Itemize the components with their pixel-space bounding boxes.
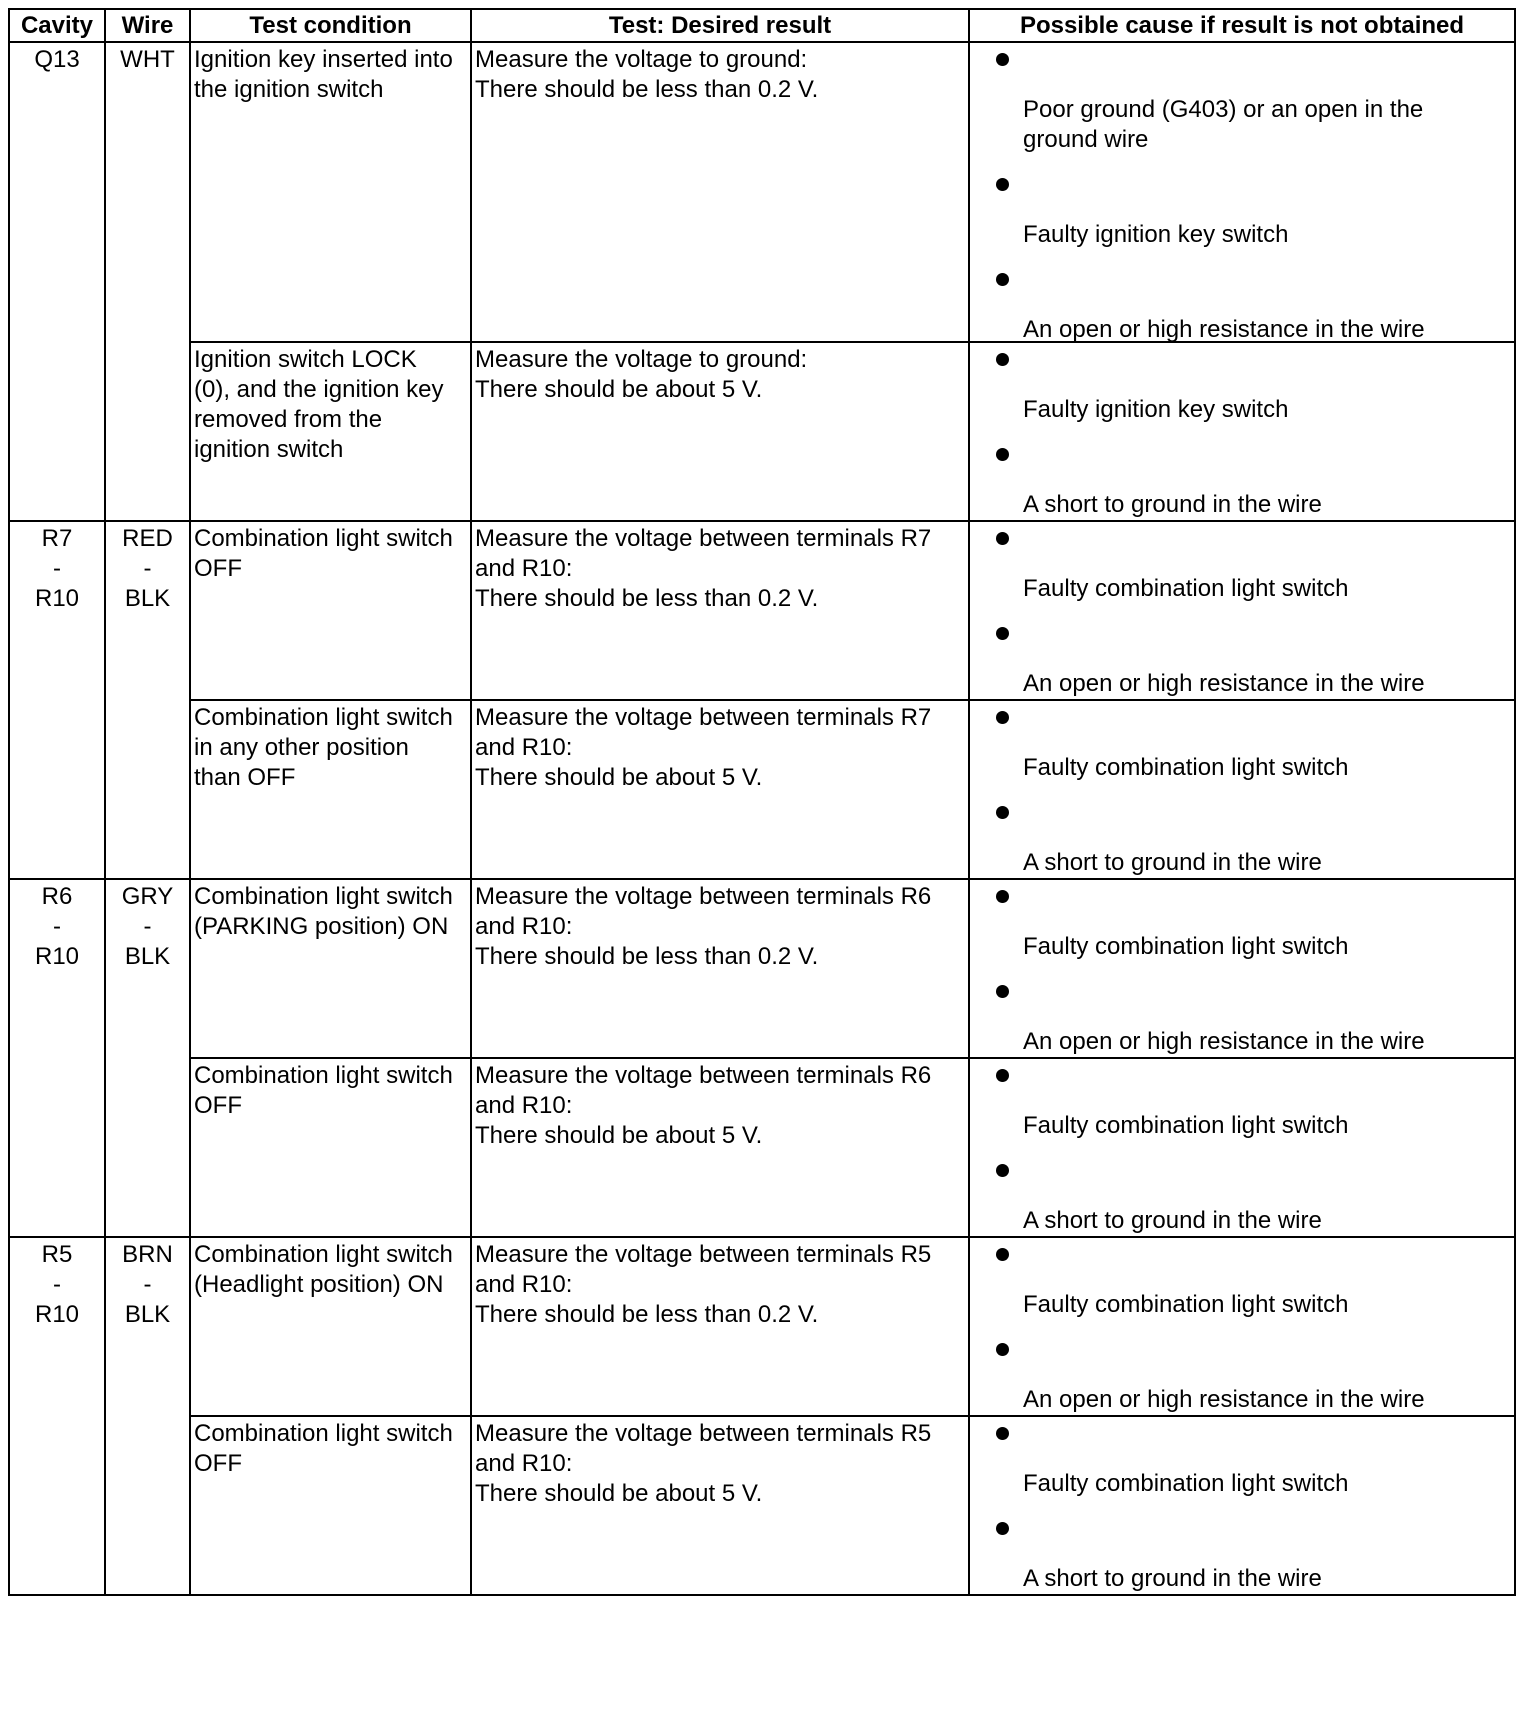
header-row [9, 9, 1515, 42]
table-row [9, 342, 1515, 521]
bullet-icon [996, 890, 1009, 903]
wire-line: BLK [124, 943, 171, 970]
test-condition-line: Ignition switch LOCK [194, 346, 417, 373]
test-condition-line: in any other position [194, 734, 409, 761]
test-condition-cell [190, 700, 471, 879]
cause-item [1023, 95, 1510, 155]
test-condition-line: OFF [194, 1450, 242, 1477]
table-row [9, 700, 1515, 879]
wire-line: RED [122, 525, 173, 552]
test-condition-line: Combination light switch [194, 1062, 453, 1089]
wire-line: GRY [121, 883, 174, 910]
cavity-line: R7 [41, 525, 73, 552]
test-condition-line: Combination light switch [194, 1241, 453, 1268]
cause-line: An open or high resistance in the wire [1023, 1386, 1425, 1413]
desired-result-line: There should be about 5 V. [475, 376, 763, 403]
cause-item [1023, 1027, 1510, 1057]
desired-result-cell [471, 1416, 969, 1595]
cavity-line: - [53, 1271, 61, 1298]
test-condition-line: Combination light switch [194, 704, 453, 731]
cause-line: Faulty combination light switch [1023, 575, 1349, 602]
cause-line: A short to ground in the wire [1023, 849, 1322, 876]
bullet-icon [996, 985, 1009, 998]
cause-line: An open or high resistance in the wire [1023, 316, 1425, 343]
test-condition-line: Ignition key inserted into [194, 46, 453, 73]
cause-item [1023, 1469, 1510, 1499]
cause-line: A short to ground in the wire [1023, 1565, 1322, 1592]
desired-result-cell [471, 879, 969, 1058]
cause-item [1023, 848, 1510, 878]
desired-result-line: Measure the voltage between terminals R7 [475, 704, 932, 731]
test-condition-line: (PARKING position) ON [194, 913, 449, 940]
cause-list [970, 1059, 1514, 1234]
possible-cause-cell [969, 700, 1515, 879]
test-condition-line: Combination light switch [194, 883, 453, 910]
cavity-line: R6 [41, 883, 73, 910]
cause-item [1023, 490, 1510, 520]
desired-result-line: and R10: [475, 1450, 573, 1477]
cause-list [970, 880, 1514, 1055]
table-row [9, 1237, 1515, 1416]
test-condition-cell [190, 521, 471, 700]
cause-item [1023, 574, 1510, 604]
test-condition-cell [190, 42, 471, 342]
wire-line: WHT [120, 46, 175, 73]
test-condition-line: Combination light switch [194, 525, 453, 552]
desired-result-line: and R10: [475, 1271, 573, 1298]
wire-line: BRN [122, 1241, 173, 1268]
cause-line: Poor ground (G403) or an open in the [1023, 96, 1424, 123]
cause-line: A short to ground in the wire [1023, 1207, 1322, 1234]
cause-line: Faulty combination light switch [1023, 1112, 1349, 1139]
table-row [9, 879, 1515, 1058]
cavity-cell [9, 42, 105, 521]
wire-cell [105, 521, 190, 879]
test-condition-line: (0), and the ignition key [194, 376, 444, 403]
bullet-icon [996, 1069, 1009, 1082]
bullet-icon [996, 273, 1009, 286]
cause-line: A short to ground in the wire [1023, 491, 1322, 518]
desired-result-line: There should be about 5 V. [475, 1480, 763, 1507]
cause-item [1023, 220, 1510, 250]
bullet-icon [996, 806, 1009, 819]
bullet-icon [996, 1164, 1009, 1177]
desired-result-line: There should be about 5 V. [475, 1122, 763, 1149]
test-condition-cell [190, 342, 471, 521]
wire-line: - [143, 555, 152, 582]
cavity-line: - [53, 913, 61, 940]
cavity-line: - [53, 555, 61, 582]
bullet-icon [996, 711, 1009, 724]
desired-result-cell [471, 1058, 969, 1237]
test-condition-cell [190, 879, 471, 1058]
desired-result-line: and R10: [475, 555, 573, 582]
cause-list [970, 701, 1514, 876]
possible-cause-cell [969, 1058, 1515, 1237]
desired-result-cell [471, 521, 969, 700]
cause-item [1023, 1111, 1510, 1141]
desired-result-line: Measure the voltage to ground: [475, 46, 808, 73]
possible-cause-cell [969, 1237, 1515, 1416]
desired-result-line: There should be about 5 V. [475, 764, 763, 791]
cause-line: Faulty combination light switch [1023, 1470, 1349, 1497]
test-condition-line: Combination light switch [194, 1420, 453, 1447]
possible-cause-cell [969, 879, 1515, 1058]
cause-item [1023, 669, 1510, 699]
desired-result-line: and R10: [475, 913, 573, 940]
cavity-line: R10 [34, 585, 80, 612]
header-desired-result: Test: Desired result [471, 9, 969, 42]
cause-item [1023, 1564, 1510, 1594]
bullet-icon [996, 448, 1009, 461]
bullet-icon [996, 1522, 1009, 1535]
bullet-icon [996, 627, 1009, 640]
table-row [9, 521, 1515, 700]
cause-list [970, 1417, 1514, 1592]
cavity-line: Q13 [34, 46, 80, 73]
bullet-icon [996, 532, 1009, 545]
test-condition-cell [190, 1058, 471, 1237]
cause-line: Faulty combination light switch [1023, 933, 1349, 960]
cause-item [1023, 1290, 1510, 1320]
wire-line: BLK [124, 585, 171, 612]
cause-line: Faulty combination light switch [1023, 1291, 1349, 1318]
possible-cause-cell [969, 521, 1515, 700]
bullet-icon [996, 1427, 1009, 1440]
wire-line: - [143, 1271, 152, 1298]
desired-result-line: Measure the voltage between terminals R6 [475, 1062, 932, 1089]
desired-result-line: There should be less than 0.2 V. [475, 76, 819, 103]
bullet-icon [996, 178, 1009, 191]
cause-line: An open or high resistance in the wire [1023, 1028, 1425, 1055]
desired-result-line: Measure the voltage between terminals R5 [475, 1241, 932, 1268]
bullet-icon [996, 353, 1009, 366]
bullet-icon [996, 53, 1009, 66]
desired-result-line: There should be less than 0.2 V. [475, 585, 819, 612]
diagnostic-table [8, 8, 1516, 1596]
table-row [9, 1058, 1515, 1237]
header-possible-cause: Possible cause if result is not obtained [969, 9, 1515, 42]
test-condition-line: ignition switch [194, 436, 344, 463]
cause-list [970, 343, 1514, 518]
cause-line: Faulty combination light switch [1023, 754, 1349, 781]
desired-result-line: and R10: [475, 734, 573, 761]
test-condition-line: than OFF [194, 764, 296, 791]
header-wire: Wire [105, 9, 190, 42]
desired-result-cell [471, 700, 969, 879]
cause-list [970, 522, 1514, 697]
cause-line: An open or high resistance in the wire [1023, 670, 1425, 697]
desired-result-cell [471, 342, 969, 521]
test-condition-line: removed from the [194, 406, 383, 433]
wire-line: - [143, 913, 152, 940]
cause-item [1023, 395, 1510, 425]
desired-result-cell [471, 1237, 969, 1416]
desired-result-line: Measure the voltage between terminals R5 [475, 1420, 932, 1447]
possible-cause-cell [969, 1416, 1515, 1595]
cause-item [1023, 932, 1510, 962]
desired-result-line: and R10: [475, 1092, 573, 1119]
cause-item [1023, 1206, 1510, 1236]
desired-result-line: There should be less than 0.2 V. [475, 943, 819, 970]
cause-list [970, 43, 1514, 343]
test-condition-line: OFF [194, 1092, 242, 1119]
bullet-icon [996, 1248, 1009, 1261]
desired-result-cell [471, 42, 969, 342]
wire-cell [105, 879, 190, 1237]
cavity-cell [9, 521, 105, 879]
header-test-condition: Test condition [190, 9, 471, 42]
desired-result-line: Measure the voltage between terminals R6 [475, 883, 932, 910]
cavity-line: R10 [34, 1301, 80, 1328]
desired-result-line: Measure the voltage to ground: [475, 346, 808, 373]
desired-result-line: There should be less than 0.2 V. [475, 1301, 819, 1328]
desired-result-line: Measure the voltage between terminals R7 [475, 525, 932, 552]
cause-item [1023, 1385, 1510, 1415]
cavity-line: R5 [41, 1241, 73, 1268]
test-condition-cell [190, 1237, 471, 1416]
bullet-icon [996, 1343, 1009, 1356]
cause-line: Faulty ignition key switch [1023, 396, 1289, 423]
table-row [9, 1416, 1515, 1595]
table-row [9, 42, 1515, 342]
cause-line: Faulty ignition key switch [1023, 221, 1289, 248]
cavity-cell [9, 879, 105, 1237]
possible-cause-cell [969, 342, 1515, 521]
test-condition-line: the ignition switch [194, 76, 384, 103]
test-condition-line: OFF [194, 555, 242, 582]
table-body [9, 42, 1515, 1595]
cavity-cell [9, 1237, 105, 1595]
wire-cell [105, 42, 190, 521]
test-condition-line: (Headlight position) ON [194, 1271, 444, 1298]
wire-line: BLK [124, 1301, 171, 1328]
cavity-line: R10 [34, 943, 80, 970]
cause-line: ground wire [1023, 126, 1149, 153]
cause-list [970, 1238, 1514, 1413]
header-cavity: Cavity [9, 9, 105, 42]
cause-item [1023, 753, 1510, 783]
cause-item [1023, 315, 1510, 345]
possible-cause-cell [969, 42, 1515, 342]
test-condition-cell [190, 1416, 471, 1595]
wire-cell [105, 1237, 190, 1595]
